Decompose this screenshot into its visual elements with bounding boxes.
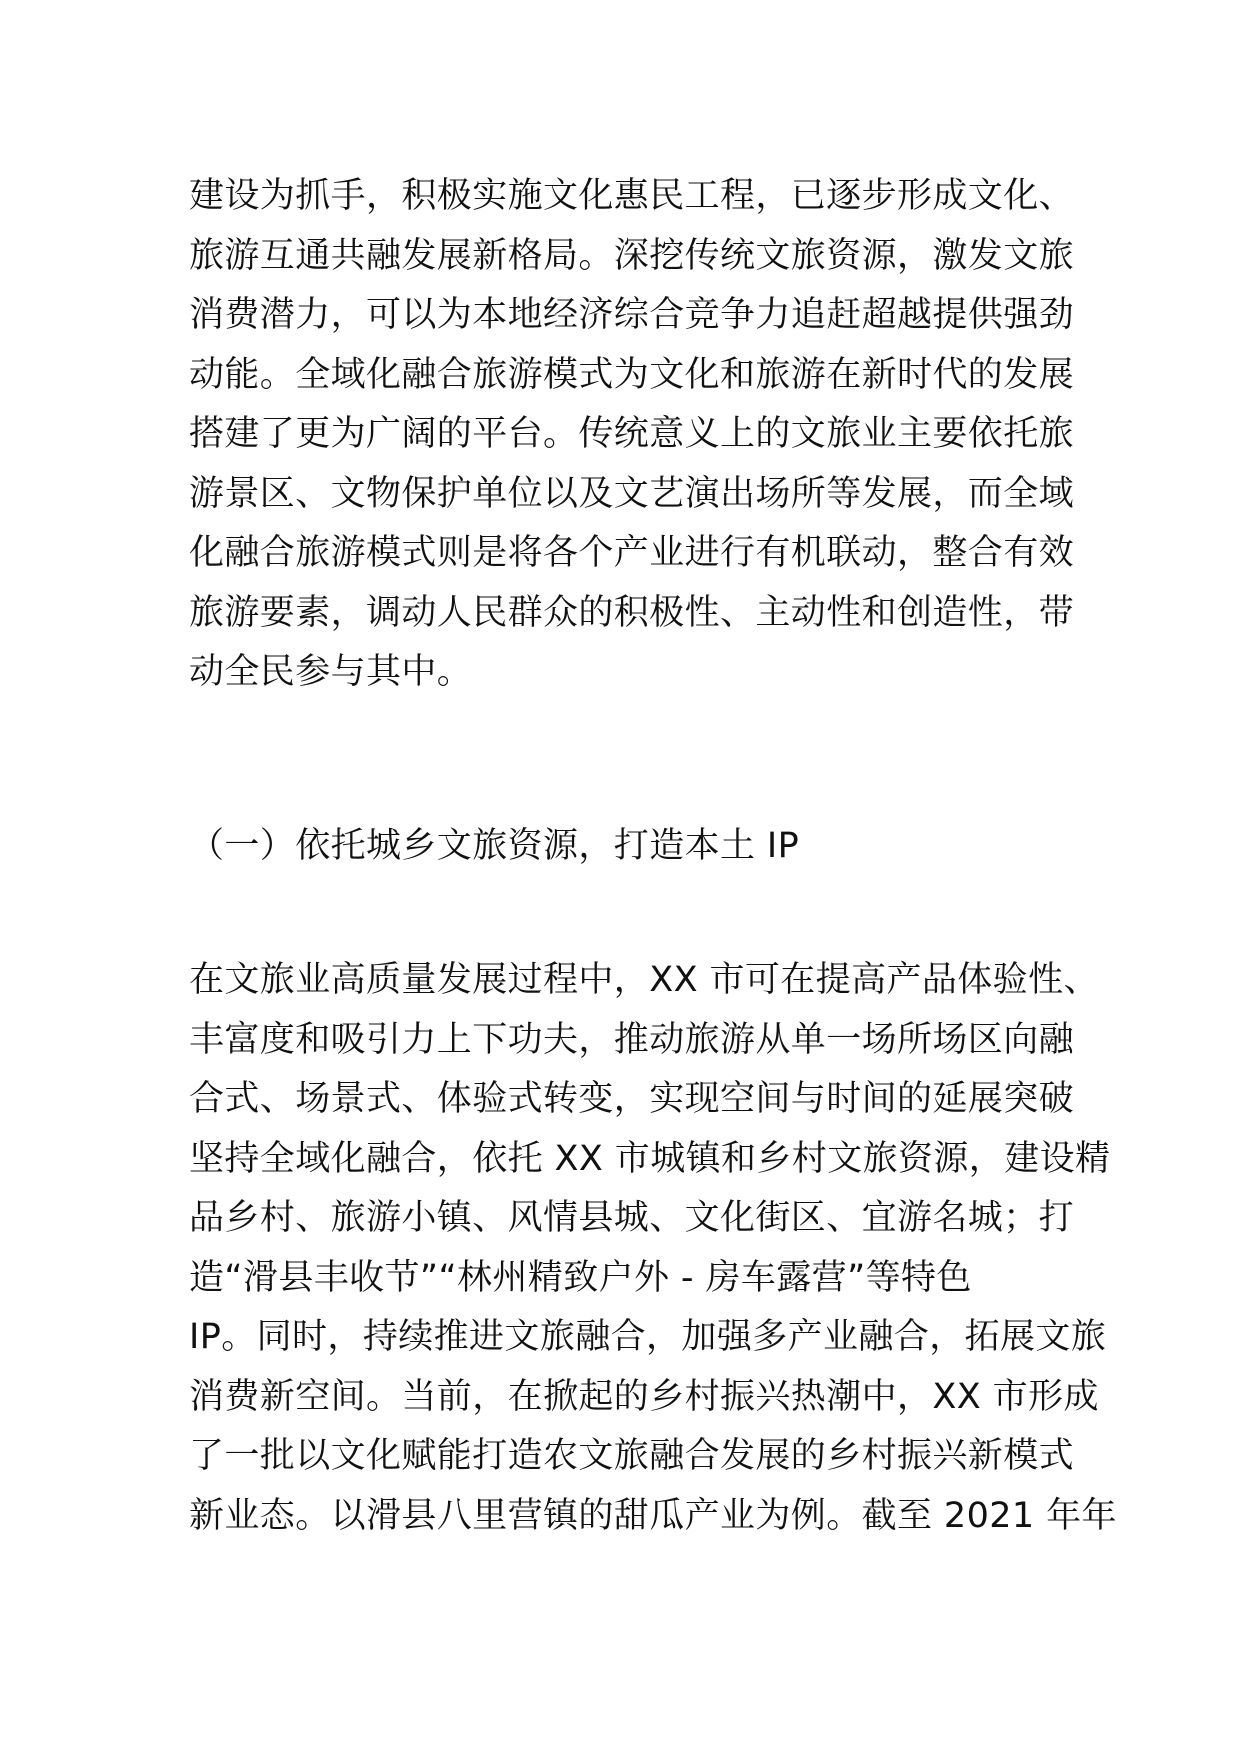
paragraph-line: 新业态。以滑县八里营镇的甜瓜产业为例。截至 2021 年年 xyxy=(189,1496,1117,1536)
paragraph-line: 消费潜力，可以为本地经济综合竞争力追赶超越提供强劲 xyxy=(189,295,1075,335)
paragraph-line: 动能。全域化融合旅游模式为文化和旅游在新时代的发展 xyxy=(189,355,1075,395)
paragraph-line: 动全民参与其中。 xyxy=(189,652,473,692)
paragraph-line: 在文旅业高质量发展过程中，XX 市可在提高产品体验性、 xyxy=(189,960,1099,1000)
paragraph-line: 品乡村、旅游小镇、风情县城、文化街区、宜游名城；打 xyxy=(189,1198,1075,1238)
paragraph-line: 丰富度和吸引力上下功夫，推动旅游从单一场所场区向融 xyxy=(189,1020,1075,1060)
section-heading: （一）依托城乡文旅资源，打造本土 IP xyxy=(189,826,800,866)
paragraph-line: 消费新空间。当前，在掀起的乡村振兴热潮中，XX 市形成 xyxy=(189,1377,1099,1417)
paragraph-line: 坚持全域化融合，依托 XX 市城镇和乡村文旅资源，建设精 xyxy=(189,1139,1111,1179)
paragraph-line: 了一批以文化赋能打造农文旅融合发展的乡村振兴新模式 xyxy=(189,1436,1075,1476)
paragraph-line: 造“滑县丰收节”“林州精致户外 - 房车露营”等特色 xyxy=(189,1258,972,1298)
paragraph-line: 游景区、文物保护单位以及文艺演出场所等发展，而全域 xyxy=(189,474,1075,514)
paragraph-line: 旅游要素，调动人民群众的积极性、主动性和创造性，带 xyxy=(189,593,1075,633)
paragraph-line: 旅游互通共融发展新格局。深挖传统文旅资源，激发文旅 xyxy=(189,236,1075,276)
paragraph-line: 建设为抓手，积极实施文化惠民工程，已逐步形成文化、 xyxy=(189,176,1075,216)
paragraph-line: IP。同时，持续推进文旅融合，加强多产业融合，拓展文旅 xyxy=(189,1317,1107,1357)
paragraph-line: 搭建了更为广阔的平台。传统意义上的文旅业主要依托旅 xyxy=(189,414,1075,454)
paragraph-line: 合式、场景式、体验式转变，实现空间与时间的延展突破 xyxy=(189,1079,1075,1119)
paragraph-line: 化融合旅游模式则是将各个产业进行有机联动，整合有效 xyxy=(189,533,1075,573)
